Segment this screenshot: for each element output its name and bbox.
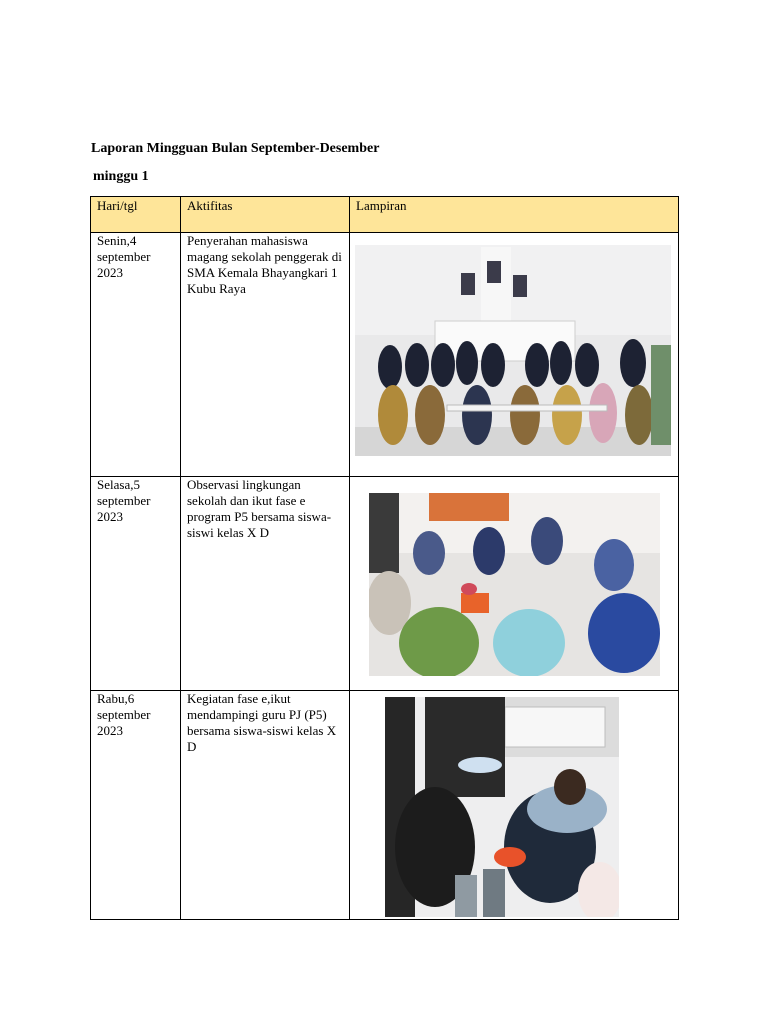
activity-cell: Observasi lingkungan sekolah dan ikut fase e program P5 bersama siswa-siswi kelas X D xyxy=(181,477,350,691)
activity-cell: Kegiatan fase e,ikut mendampingi guru PJ (P5) bersama siswa-siswi kelas X D xyxy=(181,691,350,920)
table-row xyxy=(91,233,679,477)
classroom-activity-photo xyxy=(369,493,660,676)
student-activity-photo xyxy=(385,697,619,917)
header-day: Hari/tgl xyxy=(91,197,181,233)
table-row xyxy=(91,691,679,920)
day-cell: Rabu,6 september 2023 xyxy=(91,691,181,920)
report-title: Laporan Mingguan Bulan September-Desember xyxy=(91,141,380,156)
header-activity: Aktifitas xyxy=(181,197,350,233)
day-cell: Selasa,5 september 2023 xyxy=(91,477,181,691)
header-attachment: Lampiran xyxy=(350,197,679,233)
weekly-report-table xyxy=(90,196,679,920)
attachment-cell xyxy=(350,691,679,920)
activity-cell: Penyerahan mahasiswa magang sekolah penggerak di SMA Kemala Bhayangkari 1 Kubu Raya xyxy=(181,233,350,477)
group-photo xyxy=(355,245,671,456)
table-row xyxy=(91,477,679,691)
week-label: minggu 1 xyxy=(93,169,149,184)
attachment-cell xyxy=(350,477,679,691)
attachment-cell xyxy=(350,233,679,477)
day-cell: Senin,4 september 2023 xyxy=(91,233,181,477)
table-header-row xyxy=(91,197,679,233)
